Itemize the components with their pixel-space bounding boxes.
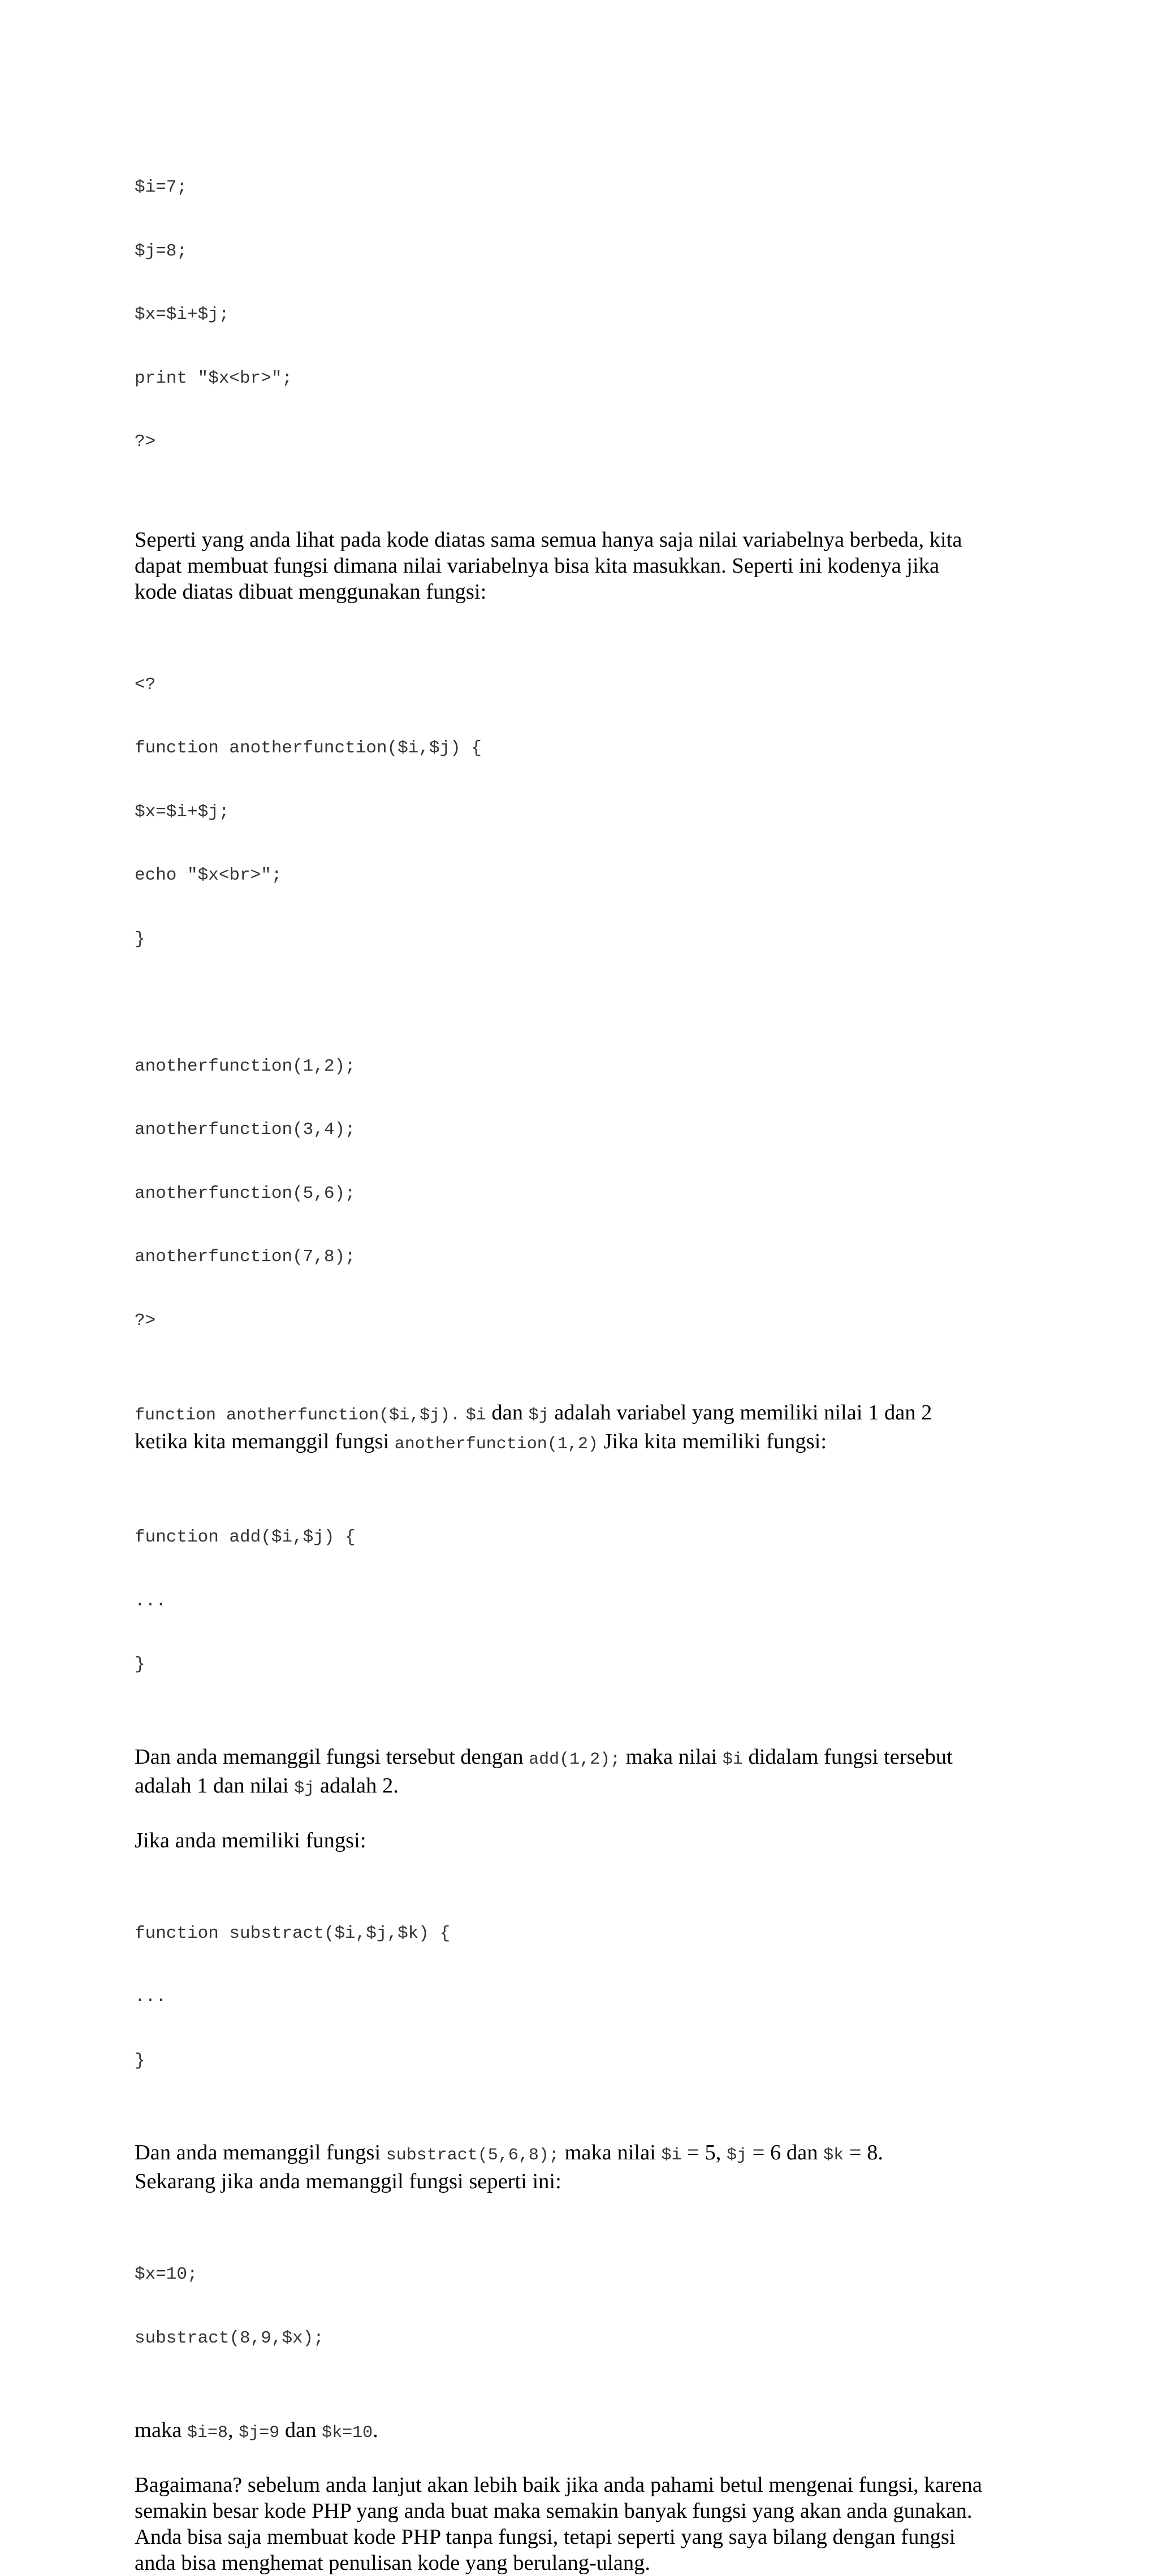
- paragraph-line: [135, 1773, 1028, 1802]
- text: ketika kita memanggil fungsi: [135, 1430, 395, 1453]
- inline-code: anotherfunction(1,2): [394, 1435, 598, 1454]
- code-line: <?: [135, 674, 156, 695]
- paragraph-substract-call: [135, 2140, 1028, 2194]
- code-block-substract-var: [135, 2222, 1028, 2391]
- code-line: substract(8,9,$x);: [135, 2328, 324, 2348]
- code-line: ...: [135, 1987, 166, 2007]
- text: Jika kita memiliki fungsi:: [598, 1430, 827, 1453]
- inline-code: substract(5,6,8);: [386, 2146, 559, 2165]
- paragraph-intro: [135, 527, 1028, 605]
- code-line: ?>: [135, 1310, 156, 1331]
- code-line: function substract($i,$j,$k) {: [135, 1923, 451, 1943]
- inline-code: $k=10: [322, 2423, 373, 2443]
- text: adalah variabel yang memiliki nilai 1 dan 2: [548, 1401, 932, 1425]
- code-line: }: [135, 2050, 145, 2071]
- text: Dan anda memanggil fungsi tersebut dengan: [135, 1744, 529, 1769]
- code-line: function anotherfunction($i,$j) {: [135, 738, 482, 758]
- text: didalam fungsi tersebut: [742, 1744, 953, 1769]
- code-line: ...: [135, 1591, 166, 1611]
- paragraph-line: Seperti yang anda lihat pada kode diatas sama semua hanya saja nilai variabelnya berbeda, kita: [135, 527, 962, 552]
- paragraph-line: dapat membuat fungsi dimana nilai variabelnya bisa kita masukkan. Seperti ini kodenya jika: [135, 553, 940, 578]
- code-line: anotherfunction(5,6);: [135, 1183, 356, 1203]
- paragraph-line: [135, 1744, 1028, 1773]
- inline-code: add(1,2);: [529, 1750, 621, 1769]
- paragraph-line: Jika anda memiliki fungsi:: [135, 1828, 366, 1852]
- text: adalah 2.: [314, 1773, 399, 1798]
- text: adalah 1 dan nilai: [135, 1773, 295, 1798]
- inline-code: function anotherfunction($i,$j).: [135, 1406, 461, 1425]
- code-line: echo "$x<br>";: [135, 865, 282, 885]
- code-line: $x=10;: [135, 2265, 198, 2284]
- paragraph-line: Bagaimana? sebelum anda lanjut akan lebih baik jika anda pahami betul mengenai fungsi, karena: [135, 2473, 982, 2497]
- code-line: $j=8;: [135, 241, 188, 261]
- paragraph-substract-intro: [135, 1828, 1028, 1854]
- paragraph-conclusion: [135, 2472, 1028, 2576]
- inline-code: $j=9: [239, 2423, 280, 2443]
- text: maka nilai: [620, 1744, 723, 1769]
- text: maka: [135, 2418, 187, 2442]
- code-line: $i=7;: [135, 177, 188, 197]
- code-block-assign: [135, 135, 1028, 495]
- text: dan: [486, 1401, 529, 1425]
- code-line: anotherfunction(1,2);: [135, 1056, 356, 1076]
- inline-code: $k: [823, 2146, 844, 2165]
- paragraph-line: Anda bisa saja membuat kode PHP tanpa fungsi, tetapi seperti yang saya bilang dengan fungsi: [135, 2525, 956, 2549]
- paragraph-line: semakin besar kode PHP yang anda buat maka semakin banyak fungsi yang akan anda gunakan.: [135, 2499, 973, 2523]
- document-page: [135, 135, 1028, 2576]
- code-block-anotherfunction: [135, 632, 1028, 1374]
- paragraph-line: Sekarang jika anda memanggil fungsi seperti ini:: [135, 2170, 561, 2193]
- inline-code: $i: [661, 2146, 682, 2165]
- code-line: }: [135, 929, 145, 949]
- code-line: function add($i,$j) {: [135, 1527, 356, 1547]
- code-line: anotherfunction(3,4);: [135, 1120, 356, 1140]
- paragraph-explain-params: [135, 1400, 1028, 1457]
- blank-line: [135, 992, 1028, 1014]
- paragraph-add-call: [135, 1744, 1028, 1802]
- text: Dan anda memanggil fungsi: [135, 2141, 386, 2164]
- code-line: print "$x<br>";: [135, 368, 293, 388]
- paragraph-line: [135, 2140, 1028, 2168]
- text: maka nilai: [559, 2141, 662, 2164]
- inline-code: $i: [465, 1406, 486, 1425]
- text: = 5,: [681, 2141, 727, 2164]
- inline-code: $j: [727, 2146, 747, 2165]
- paragraph-line: kode diatas dibuat menggunakan fungsi:: [135, 579, 487, 604]
- inline-code: $j: [294, 1778, 315, 1798]
- text: dan: [279, 2418, 322, 2442]
- paragraph-result: [135, 2417, 1028, 2446]
- code-block-add: [135, 1484, 1028, 1718]
- inline-code: $i: [722, 1750, 743, 1769]
- text: .: [373, 2418, 378, 2442]
- code-line: anotherfunction(7,8);: [135, 1247, 356, 1267]
- text: = 6 dan: [747, 2141, 824, 2164]
- paragraph-line: anda bisa menghemat penulisan kode yang berulang-ulang.: [135, 2551, 650, 2575]
- code-line: }: [135, 1655, 145, 1674]
- inline-code: $i=8: [187, 2423, 228, 2443]
- paragraph-line: [135, 1428, 1028, 1457]
- code-line: $x=$i+$j;: [135, 802, 230, 822]
- code-line: ?>: [135, 432, 156, 452]
- text: = 8.: [844, 2141, 883, 2164]
- inline-code: $j: [528, 1406, 549, 1425]
- text: ,: [228, 2418, 239, 2442]
- code-line: $x=$i+$j;: [135, 305, 230, 324]
- paragraph-line: [135, 1400, 1028, 1428]
- paragraph-line: [135, 2417, 1028, 2446]
- code-block-substract: [135, 1881, 1028, 2114]
